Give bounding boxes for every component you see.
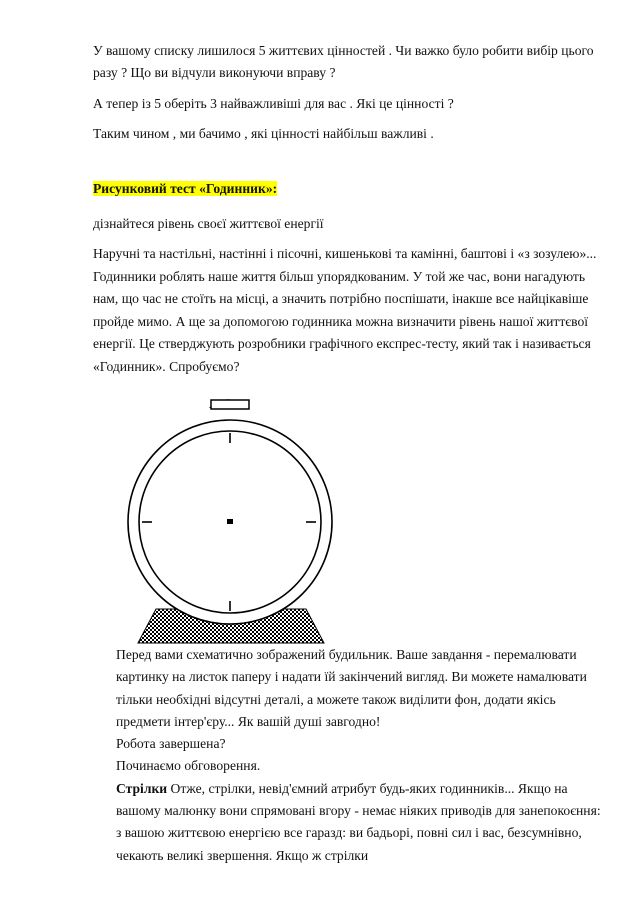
- done-question: Робота завершена?: [116, 736, 226, 752]
- clock-center-dot: [227, 519, 233, 524]
- hands-text: Отже, стрілки, невід'ємний атрибут будь-яких годинників... Якщо на вашому малюнку вони спрямовані вгору - немає ніяких приводів для занепокоєння: з вашою життєвою енергією все гаразд: ви бадьорі, повні сил і вас, безсумнівно, чекають великі звершення. Якщо ж стрілки: [116, 780, 601, 863]
- task-section: [116, 644, 604, 867]
- intro-paragraph: У вашому списку лишилося 5 життєвих цінностей . Чи важко було робити вибір цього разу ? Що ви відчули виконуючи вправу ?: [93, 43, 594, 80]
- discussion-start: Починаємо обговорення.: [116, 758, 261, 774]
- choose-paragraph: А тепер із 5 оберіть 3 найважливіші для вас . Які це цінності ?: [93, 96, 454, 111]
- test-subtitle: дізнайтеся рівень своєї життєвої енергії: [93, 216, 324, 231]
- alarm-clock-drawing: [116, 395, 344, 645]
- test-intro-paragraph: Наручні та настільні, настінні і пісочні, кишенькові та камінні, баштові і «з зозулею»... Годинники роблять наше життя більш упорядкованим. У той же час, вони нагадують нам, що час не стоїть на місці, а значить потрібно поспішати, інакше все найцікавіше пройде мимо. А ще за допомогою годинника можна визначити рівень нашої життєвої енергії. Це стверджують розробники графічного експрес-тесту, який так і називається «Годинник». Спробуємо?: [93, 246, 597, 374]
- test-heading-text: Рисунковий тест «Годинник»:: [93, 181, 278, 196]
- task-paragraph: Перед вами схематично зображений будильник. Ваше завдання - перемалювати картинку на листок паперу і надати їй закінчений вигляд. Ви можете намалювати тільки необхідні відсутні деталі, а можете також виділити фон, додати якісь предмети інтер'єру... Як вашій душі завгодно!: [116, 647, 587, 729]
- clock-bell-top: [211, 400, 249, 409]
- test-heading: [93, 178, 603, 200]
- conclusion-paragraph: Таким чином , ми бачимо , які цінності найбільш важливі .: [93, 126, 434, 141]
- hands-paragraph: [116, 778, 604, 867]
- hands-label: Стрілки: [116, 780, 168, 796]
